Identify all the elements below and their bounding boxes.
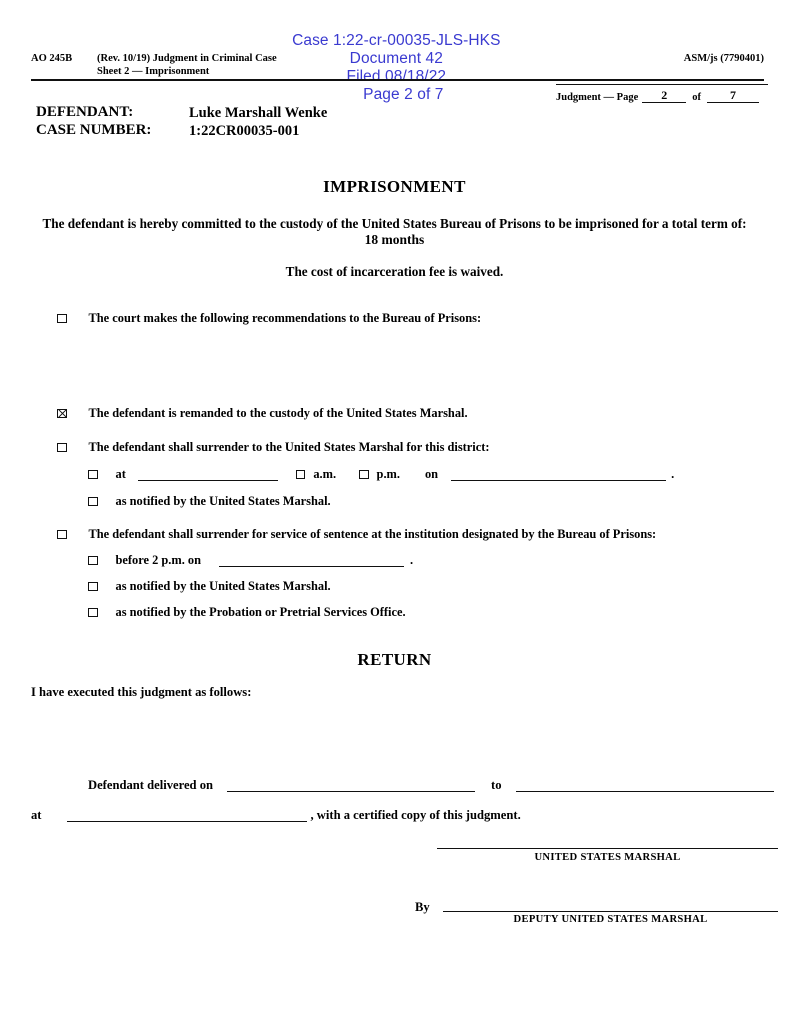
recommendations-row[interactable]: [57, 311, 481, 326]
judgment-page-of: of: [692, 92, 701, 103]
judgment-page-value: 2: [642, 89, 686, 103]
notified-probation-checkbox[interactable]: [88, 608, 98, 618]
notified-marshal-label: as notified by the United States Marshal.: [115, 494, 331, 508]
header-divider: [31, 79, 764, 81]
before-2pm-punct: .: [409, 553, 414, 567]
return-heading: RETURN: [357, 650, 432, 669]
judgment-page-total: 7: [707, 89, 759, 103]
caption-labels: [36, 103, 151, 139]
imprisonment-heading: IMPRISONMENT: [323, 177, 466, 196]
form-revision-block: [97, 53, 277, 78]
surrender-time-row[interactable]: [88, 467, 674, 482]
delivered-at-row[interactable]: [31, 808, 521, 823]
case-number-label: CASE NUMBER:: [36, 122, 152, 138]
imprisonment-intro-text: The defendant is hereby committed to the custody of the United States Bureau of Prisons to be imprisoned for a total term of:: [42, 216, 747, 231]
delivered-at-blank[interactable]: [67, 810, 307, 822]
form-revision-title: (Rev. 10/19) Judgment in Criminal Case: [97, 53, 277, 64]
by-label: By: [415, 900, 430, 914]
surrender-institution-row[interactable]: [57, 527, 656, 542]
judgment-page-row: [556, 85, 768, 103]
before-2pm-row[interactable]: [88, 553, 413, 568]
remanded-label: The defendant is remanded to the custody of the United States Marshal.: [88, 406, 468, 420]
ecf-case-number: Case 1:22-cr-00035-JLS-HKS: [292, 32, 501, 49]
executed-label: I have executed this judgment as follows:: [31, 685, 252, 699]
certified-copy-label: , with a certified copy of this judgment.: [310, 808, 521, 822]
marshal-signature-line[interactable]: [437, 848, 778, 849]
surrender-district-row[interactable]: [57, 440, 489, 455]
at-label: at: [115, 467, 126, 481]
notified-marshal-row-2[interactable]: [88, 579, 331, 594]
pm-checkbox[interactable]: [359, 470, 369, 480]
surrender-institution-label: The defendant shall surrender for service of sentence at the institution designated by the Bureau of Prisons:: [88, 527, 657, 541]
notified-probation-row[interactable]: [88, 605, 406, 620]
am-checkbox[interactable]: [296, 470, 306, 480]
delivered-label: Defendant delivered on: [88, 778, 214, 792]
form-id: AO 245B: [31, 53, 73, 64]
ecf-page-number: Page 2 of 7: [363, 86, 444, 103]
notified-marshal-checkbox[interactable]: [88, 497, 98, 507]
notified-probation-label: as notified by the Probation or Pretrial Services Office.: [115, 605, 406, 619]
pm-label: p.m.: [376, 467, 400, 481]
before-2pm-label: before 2 p.m. on: [115, 553, 201, 567]
recommendations-label: The court makes the following recommendations to the Bureau of Prisons:: [88, 311, 482, 325]
notified-marshal-label-2: as notified by the United States Marshal.: [115, 579, 331, 593]
surrender-period-punct: .: [671, 467, 675, 481]
surrender-time-blank[interactable]: [138, 469, 278, 481]
defendant-name: Luke Marshall Wenke: [189, 105, 328, 121]
am-label: a.m.: [313, 467, 337, 481]
ecf-filed-date: Filed 08/18/22: [346, 68, 447, 85]
delivered-to-blank[interactable]: [516, 780, 774, 792]
before-2pm-blank[interactable]: [219, 555, 404, 567]
on-label: on: [424, 467, 439, 481]
notified-marshal-row[interactable]: [88, 494, 331, 509]
case-number-value: 1:22CR00035-001: [189, 123, 300, 139]
surrender-time-checkbox[interactable]: [88, 470, 98, 480]
judgment-page-label: Judgment — Page: [556, 92, 639, 103]
surrender-district-checkbox[interactable]: [57, 443, 67, 453]
form-preparer-code: ASM/js (7790401): [683, 53, 764, 64]
incarceration-cost-note: The cost of incarceration fee is waived.: [285, 264, 504, 279]
ecf-document-number: Document 42: [349, 50, 443, 67]
surrender-date-blank[interactable]: [451, 469, 666, 481]
before-2pm-checkbox[interactable]: [88, 556, 98, 566]
recommendations-checkbox[interactable]: [57, 314, 67, 324]
notified-marshal-checkbox-2[interactable]: [88, 582, 98, 592]
delivered-to-label: to: [491, 778, 502, 792]
remanded-row[interactable]: [57, 406, 468, 421]
deputy-signature-caption: DEPUTY UNITED STATES MARSHAL: [513, 914, 708, 925]
delivered-date-blank[interactable]: [227, 780, 475, 792]
caption-values: [189, 104, 327, 140]
form-sheet-title: Sheet 2 — Imprisonment: [97, 65, 210, 77]
surrender-district-label: The defendant shall surrender to the United States Marshal for this district:: [88, 440, 490, 454]
deputy-signature-line[interactable]: [443, 911, 778, 912]
judgment-page-box: [556, 84, 768, 103]
defendant-label: DEFENDANT:: [36, 104, 134, 120]
delivered-at-label: at: [31, 808, 42, 822]
delivered-row[interactable]: [88, 778, 774, 793]
imprisonment-term-value: 18 months: [364, 232, 425, 247]
remanded-checkbox[interactable]: [57, 409, 67, 419]
marshal-signature-caption: UNITED STATES MARSHAL: [534, 852, 681, 863]
surrender-institution-checkbox[interactable]: [57, 530, 67, 540]
